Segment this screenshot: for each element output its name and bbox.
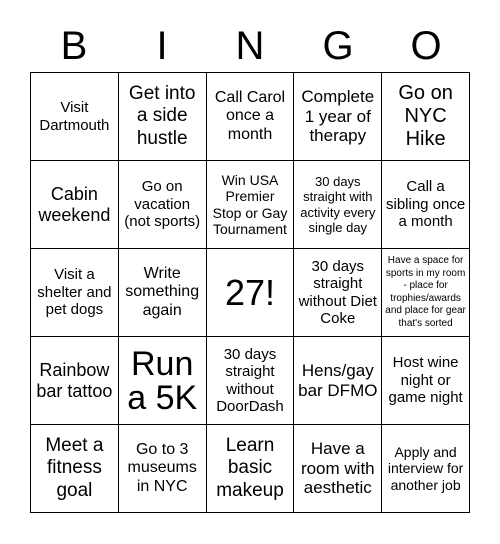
bingo-header [30, 20, 470, 72]
bingo-cell[interactable]: 30 days straight without DoorDash [207, 337, 295, 425]
bingo-cell[interactable]: Complete 1 year of therapy [294, 73, 382, 161]
bingo-cell[interactable]: Run a 5K [119, 337, 207, 425]
bingo-cell[interactable]: 30 days straight with activity every single day [294, 161, 382, 249]
bingo-cell[interactable]: Have a room with aesthetic [294, 425, 382, 513]
bingo-cell[interactable]: Cabin weekend [31, 161, 119, 249]
bingo-cell[interactable]: Go on NYC Hike [382, 73, 470, 161]
header-letter-g: G [322, 24, 354, 68]
bingo-cell[interactable]: Win USA Premier Stop or Gay Tournament [207, 161, 295, 249]
header-letter-o: O [410, 24, 442, 68]
header-letter-i: I [156, 24, 168, 68]
bingo-cell[interactable]: Call a sibling once a month [382, 161, 470, 249]
bingo-cell[interactable]: Hens/gay bar DFMO [294, 337, 382, 425]
bingo-cell[interactable]: Host wine night or game night [382, 337, 470, 425]
bingo-cell[interactable]: Call Carol once a month [207, 73, 295, 161]
bingo-cell[interactable]: Go on vacation (not sports) [119, 161, 207, 249]
bingo-cell[interactable]: Visit a shelter and pet dogs [31, 249, 119, 337]
bingo-cell-free[interactable]: 27! [207, 249, 295, 337]
bingo-cell[interactable]: Apply and interview for another job [382, 425, 470, 513]
bingo-cell[interactable]: Have a space for sports in my room - place for trophies/awards and place for gear that's sorted [382, 249, 470, 337]
header-letter-n: N [235, 24, 265, 68]
bingo-cell[interactable]: Meet a fitness goal [31, 425, 119, 513]
bingo-cell[interactable]: 30 days straight without Diet Coke [294, 249, 382, 337]
bingo-cell[interactable]: Learn basic makeup [207, 425, 295, 513]
bingo-grid [30, 72, 470, 513]
bingo-cell[interactable]: Go to 3 museums in NYC [119, 425, 207, 513]
bingo-cell[interactable]: Write something again [119, 249, 207, 337]
bingo-cell[interactable]: Visit Dartmouth [31, 73, 119, 161]
bingo-cell[interactable]: Get into a side hustle [119, 73, 207, 161]
bingo-cell[interactable]: Rainbow bar tattoo [31, 337, 119, 425]
header-letter-b: B [60, 24, 88, 68]
